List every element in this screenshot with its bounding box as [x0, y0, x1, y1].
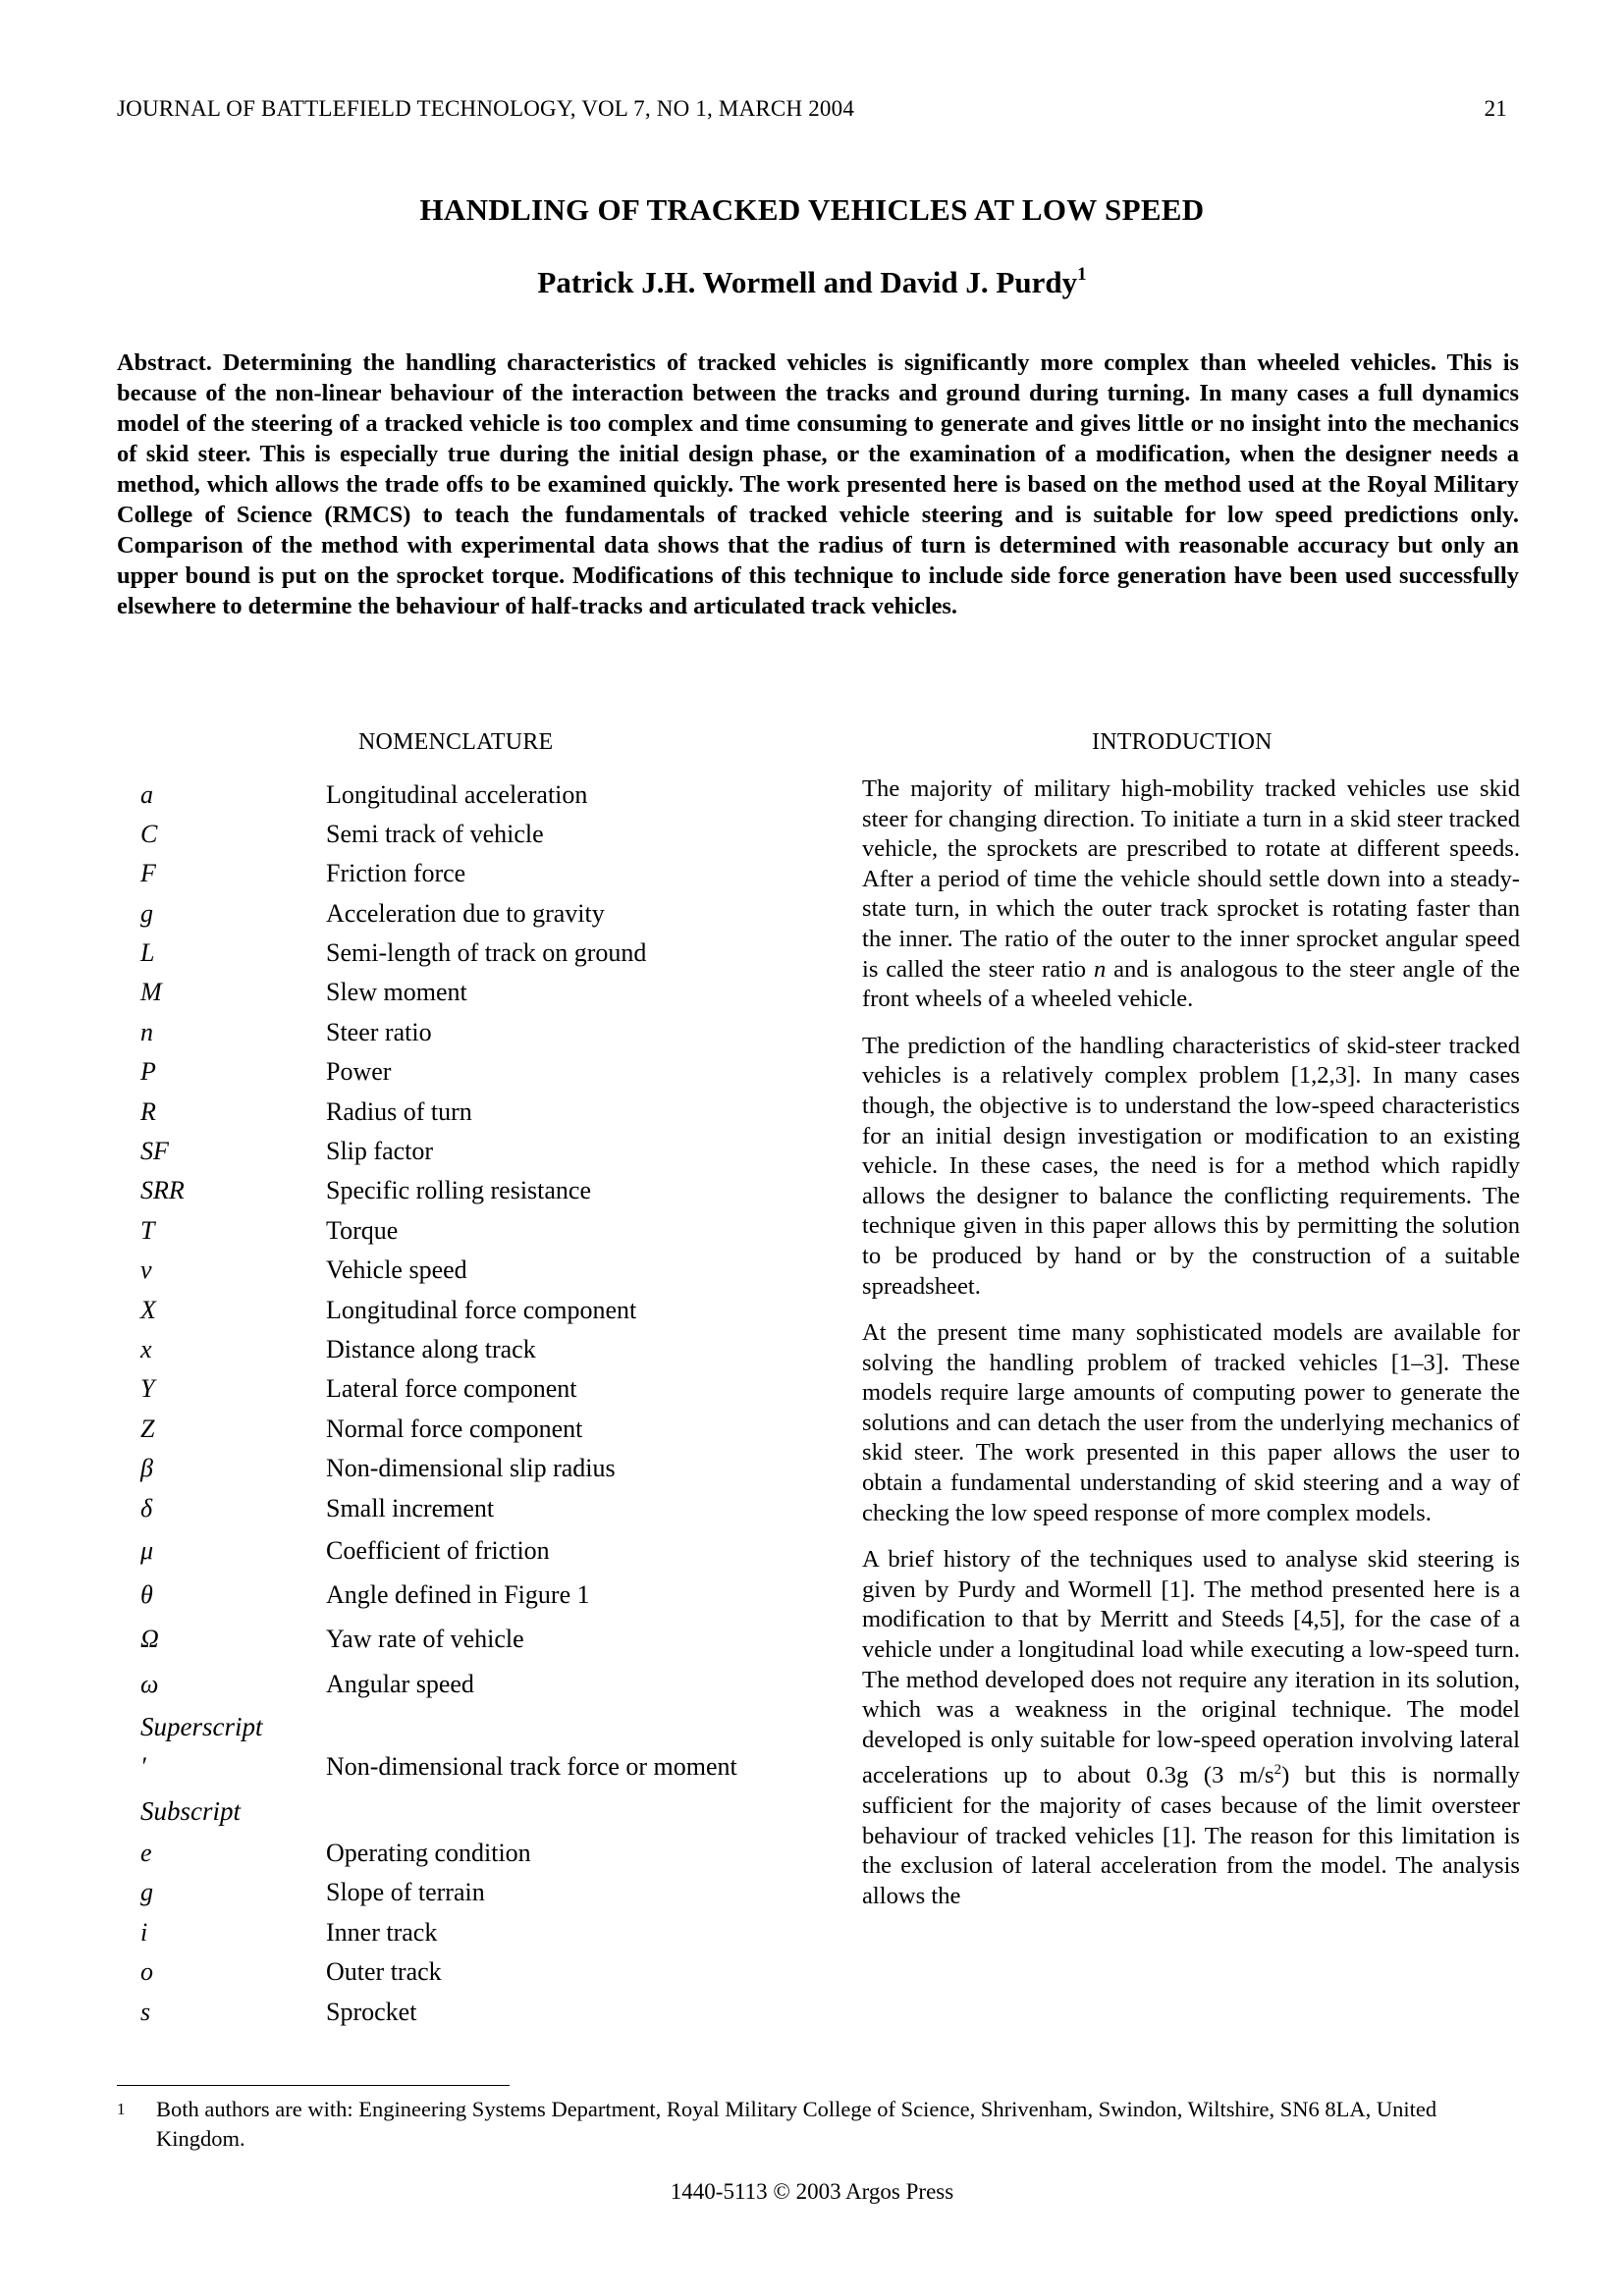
nomenclature-row — [117, 1494, 804, 1523]
nomenclature-row — [117, 1374, 804, 1404]
nomenclature-definition: Lateral force component — [326, 1374, 577, 1403]
nomenclature-row — [117, 899, 804, 929]
subscript-heading: Subscript — [140, 1796, 242, 1826]
footnote-text: Both authors are with: Engineering Systems Department, Royal Military College of Science, Shrivenham, Swindon, Wiltshire, SN6 8LA, United Kingdom. — [156, 2097, 1437, 2151]
nomenclature-definition: Normal force component — [326, 1415, 583, 1443]
nomenclature-symbol: s — [140, 1998, 151, 2026]
nomenclature-row — [117, 1057, 804, 1087]
steer-ratio-variable: n — [1093, 955, 1107, 983]
intro-paragraph — [862, 1545, 1520, 1911]
running-head — [117, 96, 1507, 122]
nomenclature-symbol: SF — [140, 1137, 169, 1165]
paper-title: HANDLING OF TRACKED VEHICLES AT LOW SPEED — [419, 192, 1205, 227]
nomenclature-symbol: o — [140, 1957, 153, 1986]
superscript-heading: Superscript — [140, 1712, 263, 1741]
nomenclature-definition: Non-dimensional slip radius — [326, 1454, 616, 1482]
nomenclature-symbol: ′ — [140, 1752, 146, 1781]
intro-text: and is analogous to the steer angle of the front wheels of a wheeled vehicle. — [862, 955, 1520, 1013]
nomenclature-row — [117, 1137, 804, 1166]
superscript-2: 2 — [1273, 1762, 1282, 1779]
author-names: Patrick J.H. Wormell and David J. Purdy — [537, 265, 1078, 299]
nomenclature-row — [117, 1998, 804, 2027]
nomenclature-definition: Non-dimensional track force or moment — [326, 1752, 737, 1781]
nomenclature-symbol: Z — [140, 1415, 155, 1443]
nomenclature-symbol: P — [140, 1057, 156, 1086]
nomenclature-definition: Slew moment — [326, 978, 467, 1006]
nomenclature-symbol: SRR — [140, 1176, 185, 1204]
intro-paragraph — [862, 774, 1520, 1015]
nomenclature-definition: Angular speed — [326, 1670, 474, 1698]
nomenclature-definition: Friction force — [326, 859, 466, 887]
intro-text: The majority of military high-mobility tracked vehicles use skid steer for changing direction. To initiate a turn in a skid steer tracked vehicle, the sprockets are prescribed to rotate at different speeds. After a period of time the vehicle should settle down into a steady-state turn, in which the outer track sprocket is rotating faster than the inner. The ratio of the outer to the inner sprocket angular speed is called the steer ratio — [862, 775, 1520, 983]
journal-name: JOURNAL OF BATTLEFIELD TECHNOLOGY, VOL 7, NO 1, MARCH 2004 — [117, 96, 855, 121]
nomenclature-symbol: e — [140, 1839, 152, 1867]
nomenclature-row — [117, 1752, 804, 1782]
nomenclature-definition: Semi track of vehicle — [326, 820, 544, 848]
nomenclature-symbol: R — [140, 1097, 156, 1126]
nomenclature-row — [117, 1454, 804, 1483]
nomenclature-symbol: T — [140, 1216, 155, 1245]
nomenclature-symbol: F — [140, 859, 156, 887]
nomenclature-definition: Longitudinal force component — [326, 1296, 637, 1324]
nomenclature-definition: Yaw rate of vehicle — [326, 1625, 524, 1653]
introduction-body — [862, 774, 1520, 1929]
nomenclature-definition: Slip factor — [326, 1137, 434, 1165]
nomenclature-row — [117, 1957, 804, 1987]
nomenclature-section-row — [117, 1712, 804, 1741]
nomenclature-row — [117, 1216, 804, 1246]
nomenclature-row — [117, 859, 804, 888]
nomenclature-definition: Longitudinal acceleration — [326, 780, 588, 809]
nomenclature-row — [117, 1097, 804, 1127]
abstract: Abstract. Determining the handling characteristics of tracked vehicles is significantly more complex than wheeled vehicles. This is because of the non-linear behaviour of the interaction between the tracks and ground during turning. In many cases a full dynamics model of the steering of a tracked vehicle is too complex and time consuming to generate and gives little or no insight into the mechanics of skid steer. This is especially true during the initial design phase, or the examination of a modification, when the designer needs a method, which allows the trade offs to be examined quickly. The work presented here is based on the method used at the Royal Military College of Science (RMCS) to teach the fundamentals of tracked vehicle steering and is suitable for low speed predictions only. Comparison of the method with experimental data shows that the radius of turn is determined with reasonable accuracy but only an upper bound is put on the sprocket torque. Modifications of this technique to include side force generation have been used successfully elsewhere to determine the behaviour of half-tracks and articulated track vehicles. — [117, 349, 1519, 619]
nomenclature-symbol: i — [140, 1918, 148, 1947]
footnote-divider — [117, 2085, 510, 2086]
nomenclature-row — [117, 1839, 804, 1868]
nomenclature-definition: Inner track — [326, 1918, 438, 1947]
nomenclature-symbol: θ — [140, 1580, 153, 1609]
nomenclature-definition: Small increment — [326, 1494, 495, 1522]
nomenclature-definition: Operating condition — [326, 1839, 531, 1867]
nomenclature-symbol: δ — [140, 1494, 153, 1522]
footnote-mark: 1 — [117, 2100, 126, 2118]
nomenclature-heading: NOMENCLATURE — [358, 729, 554, 755]
nomenclature-row — [117, 1296, 804, 1325]
nomenclature-row — [117, 1176, 804, 1205]
nomenclature-row — [117, 1255, 804, 1285]
nomenclature-symbol: X — [140, 1296, 156, 1324]
nomenclature-definition: Coefficient of friction — [326, 1536, 550, 1565]
nomenclature-symbol: v — [140, 1255, 152, 1284]
nomenclature-symbol: ω — [140, 1670, 159, 1698]
author-line — [0, 265, 1624, 300]
nomenclature-definition: Acceleration due to gravity — [326, 899, 605, 928]
nomenclature-symbol: n — [140, 1018, 153, 1046]
nomenclature-definition: Sprocket — [326, 1998, 417, 2026]
nomenclature-row — [117, 1018, 804, 1047]
footnote — [117, 2095, 1519, 2154]
nomenclature-definition: Outer track — [326, 1957, 442, 1986]
nomenclature-definition: Slope of terrain — [326, 1878, 485, 1906]
nomenclature-definition: Vehicle speed — [326, 1255, 467, 1284]
nomenclature-row — [117, 1335, 804, 1364]
nomenclature-row — [117, 1878, 804, 1907]
intro-paragraph: At the present time many sophisticated models are available for solving the handling problem of tracked vehicles [1–3]. These models require large amounts of computing power to generate the solutions and can detach the user from the underlying mechanics of skid steer. The work presented in this paper allows the user to obtain a fundamental understanding of skid steering and a way of checking the low speed response of more complex models. — [862, 1319, 1520, 1526]
nomenclature-row — [117, 780, 804, 810]
nomenclature-row — [117, 1580, 804, 1610]
page-number: 21 — [1484, 96, 1507, 121]
nomenclature-definition: Torque — [326, 1216, 399, 1245]
copyright-line: 1440-5113 © 2003 Argos Press — [670, 2179, 954, 2204]
nomenclature-row — [117, 1918, 804, 1948]
nomenclature-definition: Semi-length of track on ground — [326, 938, 647, 967]
nomenclature-definition: Angle defined in Figure 1 — [326, 1580, 590, 1609]
nomenclature-row — [117, 1625, 804, 1654]
nomenclature-symbol: a — [140, 780, 153, 809]
nomenclature-definition: Radius of turn — [326, 1097, 472, 1126]
nomenclature-definition: Power — [326, 1057, 392, 1086]
nomenclature-definition: Distance along track — [326, 1335, 536, 1363]
intro-paragraph: The prediction of the handling characteristics of skid-steer tracked vehicles is a relatively complex problem [1,2,3]. In many cases though, the objective is to understand the low-speed characteristics for an initial design investigation or modification to an existing vehicle. In these cases, the need is for a method which rapidly allows the designer to balance the conflicting requirements. The technique given in this paper allows this by permitting the solution to be produced by hand or by the construction of a suitable spreadsheet. — [862, 1032, 1520, 1300]
nomenclature-row — [117, 820, 804, 849]
nomenclature-symbol: β — [140, 1454, 153, 1482]
nomenclature-definition: Steer ratio — [326, 1018, 432, 1046]
nomenclature-symbol: g — [140, 1878, 153, 1906]
nomenclature-row — [117, 938, 804, 968]
introduction-heading: INTRODUCTION — [1092, 729, 1272, 755]
nomenclature-symbol: Ω — [140, 1625, 159, 1653]
nomenclature-symbol: C — [140, 820, 158, 848]
nomenclature-definition: Specific rolling resistance — [326, 1176, 592, 1204]
nomenclature-symbol: Y — [140, 1374, 155, 1403]
nomenclature-row — [117, 978, 804, 1007]
author-footnote-mark: 1 — [1077, 264, 1087, 285]
nomenclature-row — [117, 1670, 804, 1699]
nomenclature-symbol: μ — [140, 1536, 154, 1565]
nomenclature-section-row — [117, 1796, 804, 1826]
nomenclature-symbol: M — [140, 978, 162, 1006]
nomenclature-symbol: g — [140, 899, 153, 928]
nomenclature-row — [117, 1415, 804, 1444]
nomenclature-symbol: L — [140, 938, 155, 967]
nomenclature-symbol: x — [140, 1335, 152, 1363]
nomenclature-row — [117, 1536, 804, 1566]
intro-text: ) but this is normally sufficient for the majority of cases because of the limit oversteer behaviour of tracked vehicles [1]. The reason for this limitation is the exclusion of lateral acceleration from the model. The analysis allows the — [862, 1762, 1520, 1909]
intro-text: A brief history of the techniques used to analyse skid steering is given by Purdy and Wormell [1]. The method presented here is a modification to that by Merritt and Steeds [4,5], for the case of a vehicle under a longitudinal load while executing a low-speed turn. The method developed does not require any iteration in its solution, which was a weakness in the original technique. The model developed is only suitable for low-speed operation involving lateral accelerations up to about 0.3g (3 m/s — [862, 1546, 1520, 1789]
